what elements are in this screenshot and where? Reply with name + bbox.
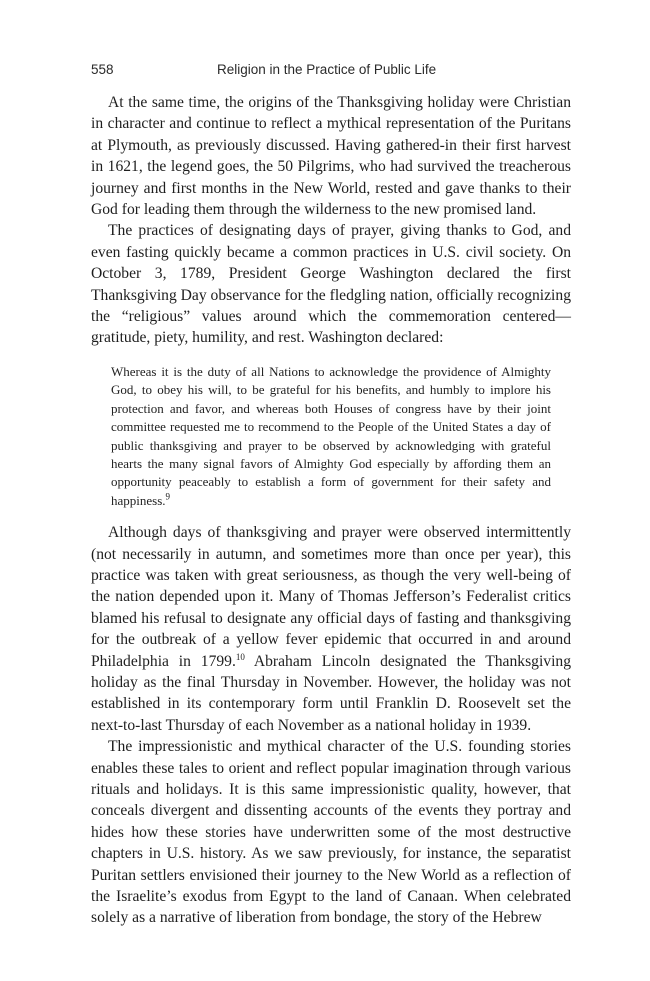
paragraph-founding-stories: The impressionistic and mythical character of the U.S. founding stories enables these tales to orient and reflect popular imagination through various rituals and holidays. It is this same impressionistic quality, however, that conceals divergent and dissenting accounts of the events they portray and hides how these stories have underwritten some of the most destructive chapters in U.S. history. As we saw previously, for instance, the separatist Puritan settlers envisioned their journey to the New World as a reflection of the Israelite’s exodus from Egypt to the land of Canaan. When celebrated solely as a narrative of liberation from bondage, the story of the Hebrew xyxy=(91,738,571,927)
paragraph-days-of-prayer: The practices of designating days of prayer, giving thanks to God, and even fasting quickly became a common practices in U.S. civil society. On October 3, 1789, President George Washington declared the first Thanksgiving Day observance for the fledgling nation, officially recognizing the “religious” values around which the commemoration centered—gratitude, piety, humility, and rest. Washington declared: xyxy=(91,222,571,347)
page-number: 558 xyxy=(91,62,114,77)
quote-text: Whereas it is the duty of all Nations to acknowledge the providence of Almighty God, to obey his will, to be grateful for his benefits, and humbly to implore his protection and favor, and whereas both Houses of congress have by their joint committee requested me to recommend to the People of the United States a day of public thanksgiving and prayer to be observed by acknowledging with grateful hearts the many signal favors of Almighty God especially by affording them an opportunity peaceably to establish a form of government for their safety and happiness. xyxy=(111,363,551,508)
paragraph-thanksgiving-origins: At the same time, the origins of the Thanksgiving holiday were Christian in character and continue to reflect a mythical representation of the Puritans at Plymouth, as previously discussed. Having gathered-in their first harvest in 1621, the legend goes, the 50 Pilgrims, who had survived the treacherous journey and first months in the New World, rested and gave thanks to their God for leading them through the wilderness to the new promised land. xyxy=(91,94,571,219)
paragraph-text-part-b: Abraham Lincoln designated the Thanksgiving holiday as the final Thursday in November. However, the holiday was not established in its contemporary form until Franklin D. Roosevelt set the next-to-last Thursday of each November as a national holiday in 1939. xyxy=(91,652,571,734)
paragraph-text-part-a: Although days of thanksgiving and prayer were observed intermittently (not necessarily in autumn, and sometimes more than once per year), this practice was taken with great seriousness, as though the very well-being of the nation depended upon it. Many of Thomas Jefferson’s Federalist critics blamed his refusal to designate any official days of fasting and thanksgiving for the outbreak of a yellow fever epidemic that occurred in and around Philadelphia in 1799. xyxy=(91,524,571,670)
footnote-ref-9: 9 xyxy=(165,491,171,502)
body-text xyxy=(91,92,571,929)
washington-proclamation-quote xyxy=(111,363,551,510)
book-page xyxy=(91,62,571,929)
running-title: Religion in the Practice of Public Life xyxy=(217,62,437,77)
paragraph-thanksgiving-history xyxy=(91,522,571,736)
running-head xyxy=(91,62,571,82)
footnote-ref-10: 10 xyxy=(235,651,245,662)
